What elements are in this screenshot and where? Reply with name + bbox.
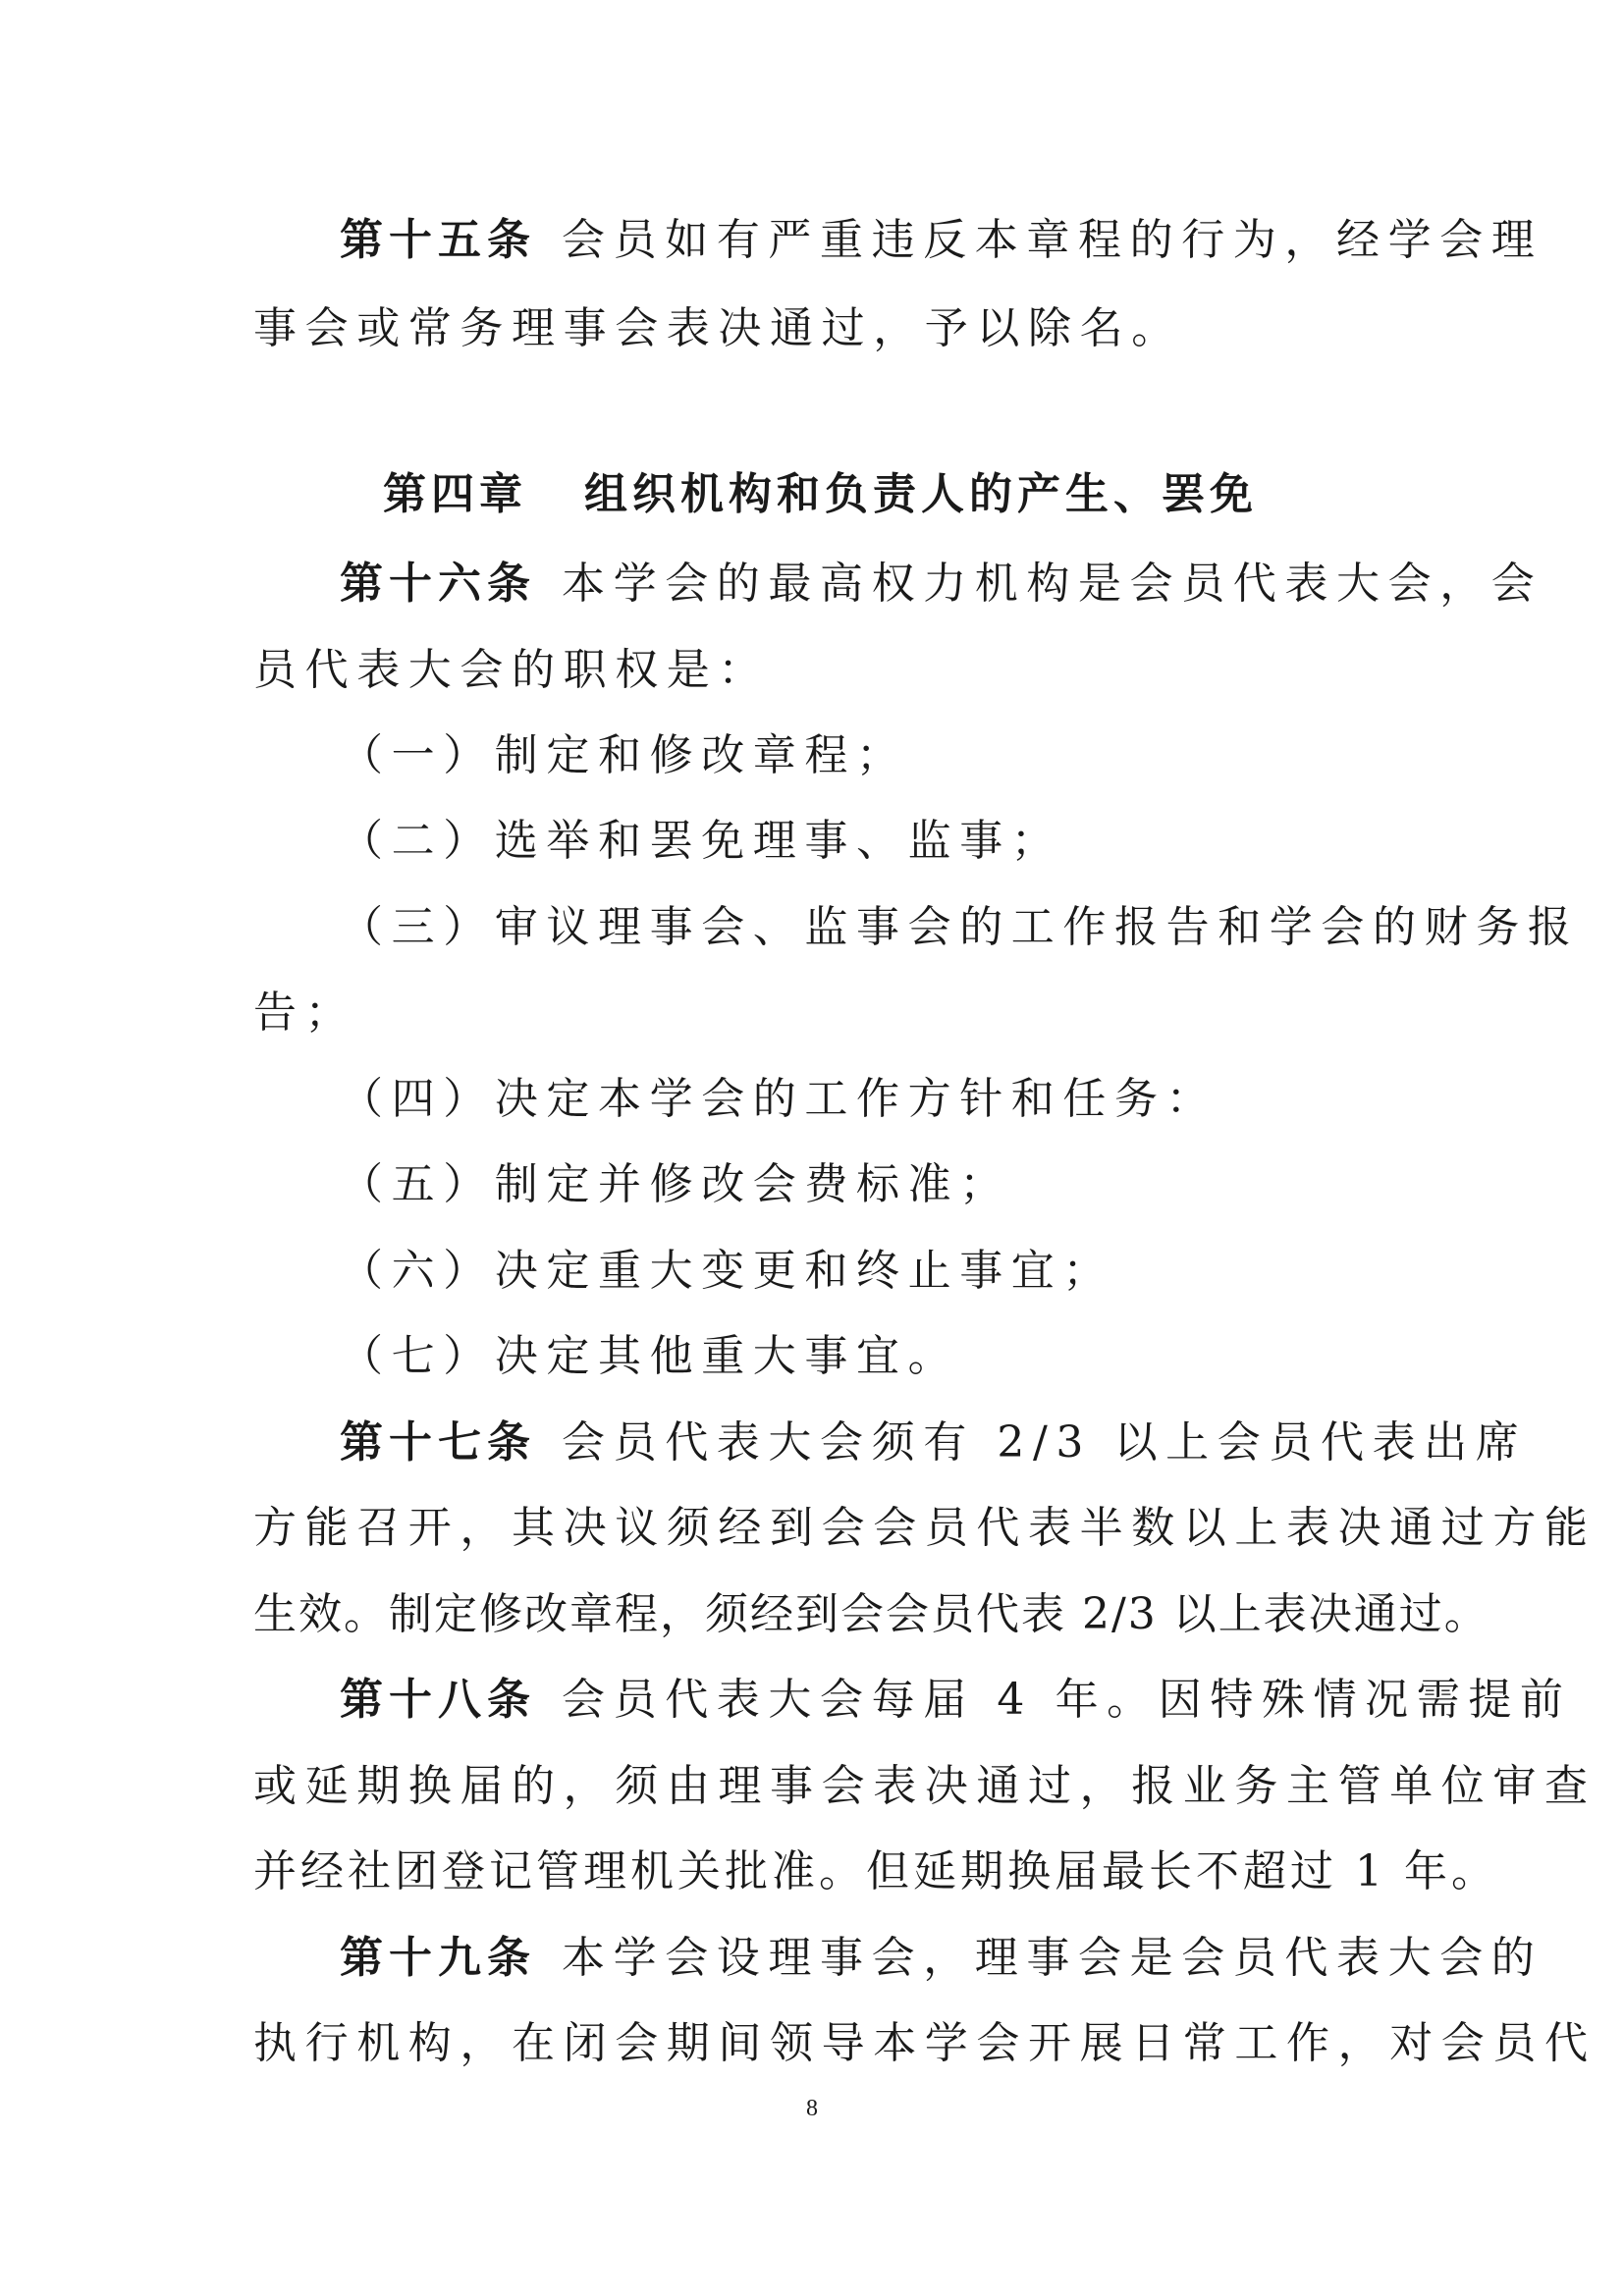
- article-19-line-1: [340, 1924, 1543, 1993]
- article-15-heading: 第十五条: [340, 215, 536, 265]
- list-item-continuation: 告；: [253, 988, 357, 1038]
- list-item: （四）决定本学会的工作方针和任务：: [340, 1074, 1218, 1124]
- chapter-number: 第四章: [383, 469, 527, 519]
- article-19-heading: 第十九条: [340, 1933, 536, 1983]
- article-15-line-1: [340, 206, 1543, 275]
- article-18-text-1: 会员代表大会每届 4 年。因特殊情况需提前: [562, 1675, 1572, 1725]
- list-item: （三）审议理事会、监事会的工作报告和学会的财务报: [340, 902, 1580, 952]
- article-18-line-1: [340, 1666, 1572, 1735]
- article-15-line-2: 事会或常务理事会表决通过，予以除名。: [253, 303, 1183, 353]
- article-17-text-1: 会员代表大会须有 2/3 以上会员代表出席: [562, 1417, 1528, 1468]
- article-19-line-2: 执行机构，在闭会期间领导本学会开展日常工作，对会员代: [253, 2018, 1597, 2068]
- article-16-line-1: [340, 550, 1543, 618]
- list-item: （一）制定和修改章程；: [340, 730, 908, 780]
- chapter-title: 组织机构和负责人的产生、罢免: [584, 469, 1258, 519]
- list-item: （二）选举和罢免理事、监事；: [340, 816, 1063, 866]
- article-16-heading: 第十六条: [340, 559, 536, 609]
- list-item: （七）决定其他重大事宜。: [340, 1331, 960, 1381]
- list-item: （五）制定并修改会费标准；: [340, 1159, 1011, 1209]
- article-19-text-1: 本学会设理事会，理事会是会员代表大会的: [562, 1933, 1543, 1983]
- article-18-line-2: 或延期换届的，须由理事会表决通过，报业务主管单位审查: [253, 1761, 1597, 1811]
- article-16-line-2: 员代表大会的职权是：: [253, 645, 770, 695]
- article-18-heading: 第十八条: [340, 1675, 536, 1725]
- article-16-text-1: 本学会的最高权力机构是会员代表大会，会: [562, 559, 1543, 609]
- article-17-line-3: 生效。制定修改章程，须经到会会员代表 2/3 以上表决通过。: [253, 1589, 1489, 1639]
- article-17-heading: 第十七条: [340, 1417, 536, 1468]
- list-item: （六）决定重大变更和终止事宜；: [340, 1246, 1114, 1296]
- article-15-text-1: 会员如有严重违反本章程的行为，经学会理: [562, 215, 1543, 265]
- page-number: 8: [806, 2096, 818, 2121]
- chapter-heading: [253, 460, 1387, 529]
- article-17-line-1: [340, 1409, 1528, 1477]
- article-18-line-3: 并经社团登记管理机关批准。但延期换届最长不超过 1 年。: [253, 1846, 1498, 1896]
- article-17-line-2: 方能召开，其决议须经到会会员代表半数以上表决通过方能: [253, 1503, 1597, 1553]
